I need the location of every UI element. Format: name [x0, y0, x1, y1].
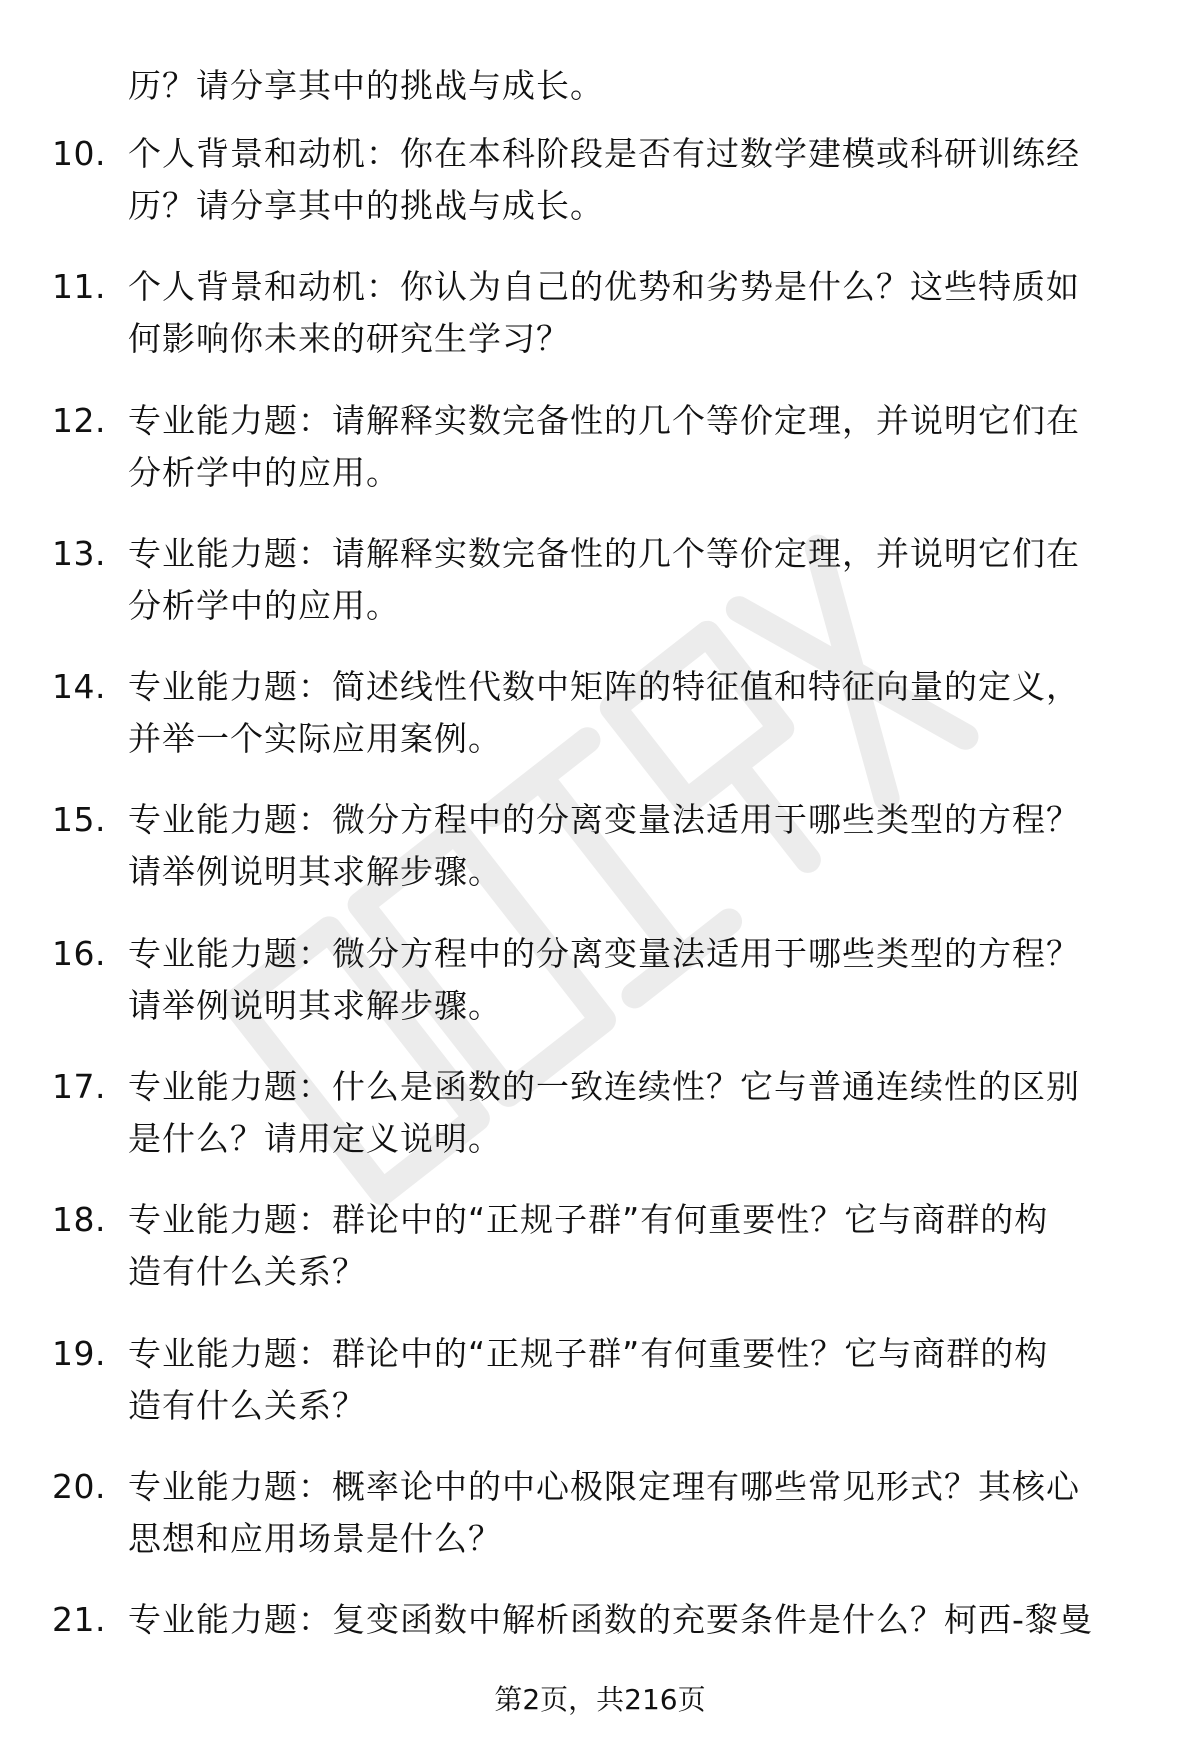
continued-text: 历？请分享其中的挑战与成长。: [128, 66, 604, 105]
list-item: [0, 1461, 1200, 1594]
list-item: [0, 261, 1200, 394]
item-text: 个人背景和动机：你在本科阶段是否有过数学建模或科研训练经 历？请分享其中的挑战与成长。: [128, 134, 1080, 225]
item-text: 个人背景和动机：你认为自己的优势和劣势是什么？这些特质如 何影响你未来的研究生学习？: [128, 267, 1080, 359]
list-item: [0, 661, 1200, 794]
item-number: 18.: [52, 1200, 106, 1240]
list-item: [0, 395, 1200, 528]
item-number: 12.: [52, 400, 106, 440]
item-text: 专业能力题：微分方程中的分离变量法适用于哪些类型的方程？ 请举例说明其求解步骤。: [128, 933, 1080, 1025]
item-text: 专业能力题：请解释实数完备性的几个等价定理，并说明它们在 分析学中的应用。: [128, 533, 1080, 625]
item-number: 17.: [52, 1067, 106, 1107]
list-item: [0, 928, 1200, 1061]
item-text: 专业能力题：概率论中的中心极限定理有哪些常见形式？其核心 思想和应用场景是什么？: [128, 1466, 1080, 1558]
page-footer: 第2页，共216页: [494, 1683, 706, 1716]
item-number: 11.: [52, 267, 106, 307]
continued-line: [0, 60, 1200, 128]
item-text: 专业能力题：简述线性代数中矩阵的特征值和特征向量的定义， 并举一个实际应用案例。: [128, 667, 1080, 759]
list-item: [0, 1328, 1200, 1461]
item-number: 20.: [52, 1466, 106, 1506]
item-text: 专业能力题：微分方程中的分离变量法适用于哪些类型的方程？ 请举例说明其求解步骤。: [128, 800, 1080, 892]
item-number: 16.: [52, 933, 106, 973]
list-item: [0, 528, 1200, 661]
item-text: 专业能力题：群论中的“正规子群”有何重要性？它与商群的构 造有什么关系？: [128, 1200, 1049, 1292]
item-text: 专业能力题：请解释实数完备性的几个等价定理，并说明它们在 分析学中的应用。: [128, 400, 1080, 492]
item-number: 14.: [52, 667, 106, 707]
list-item: [0, 1061, 1200, 1194]
list-item: [0, 1194, 1200, 1327]
list-item: [0, 794, 1200, 927]
item-text: 专业能力题：群论中的“正规子群”有何重要性？它与商群的构 造有什么关系？: [128, 1333, 1049, 1425]
question-list: [0, 60, 1200, 1728]
item-number: 13.: [52, 533, 106, 573]
item-number: 21.: [52, 1600, 106, 1640]
item-text: 专业能力题：什么是函数的一致连续性？它与普通连续性的区别 是什么？请用定义说明。: [128, 1067, 1080, 1159]
item-number: 10.: [52, 134, 106, 173]
list-item: [0, 128, 1200, 261]
item-text: 专业能力题：复变函数中解析函数的充要条件是什么？柯西-黎曼: [128, 1600, 1093, 1640]
item-number: 15.: [52, 800, 106, 840]
item-number: 19.: [52, 1333, 106, 1373]
